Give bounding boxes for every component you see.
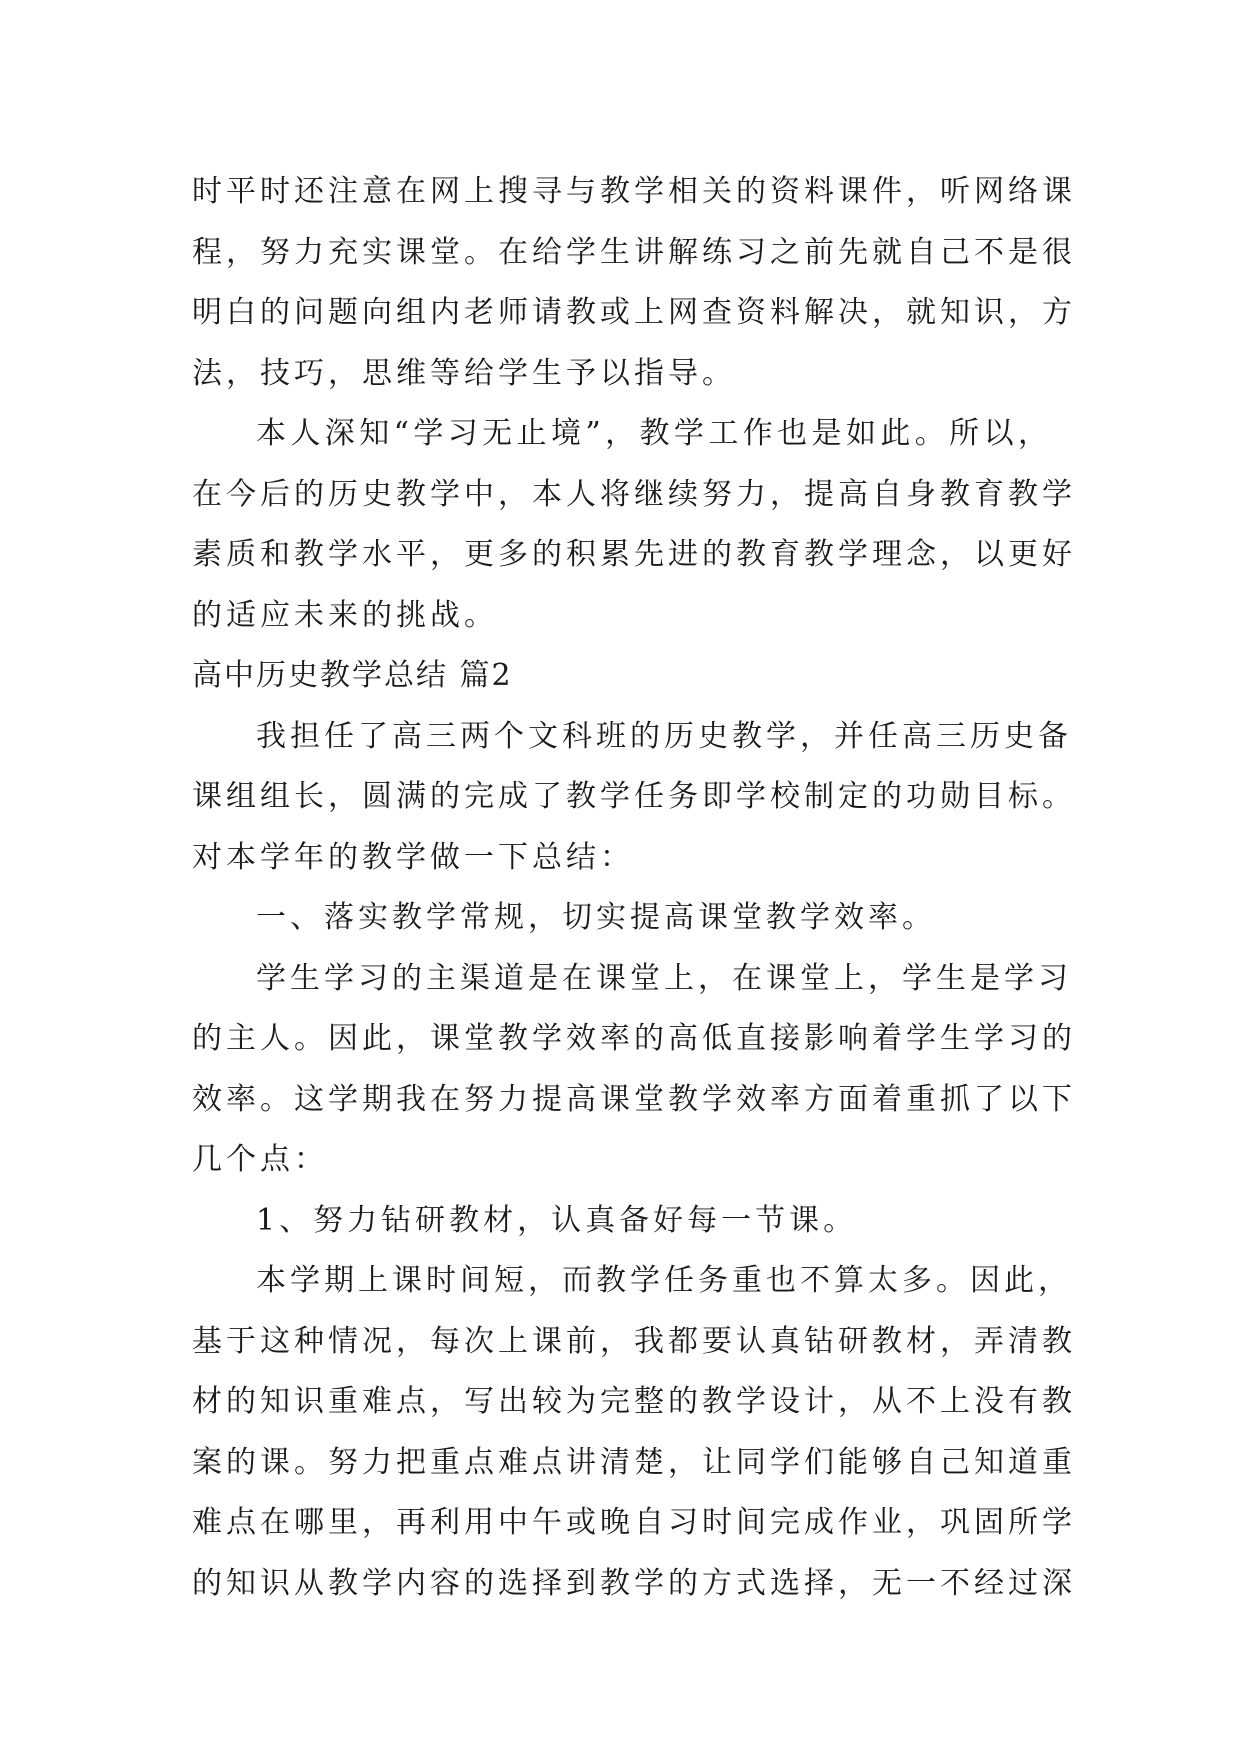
paragraph-line: 的知识从教学内容的选择到教学的方式选择，无一不经过深: [192, 1565, 1076, 1601]
subheading-line: 1、努力钻研教材，认真备好每一节课。: [256, 1202, 858, 1238]
paragraph-line: 在今后的历史教学中，本人将继续努力，提高自身教育教学: [192, 476, 1076, 512]
paragraph-line: 时平时还注意在网上搜寻与教学相关的资料课件，听网络课: [192, 174, 1076, 209]
paragraph-line: 的适应未来的挑战。: [192, 597, 498, 633]
paragraph-line: 效率。这学期我在努力提高课堂教学效率方面着重抓了以下: [192, 1081, 1076, 1117]
paragraph-line: 我担任了高三两个文科班的历史教学，并任高三历史备: [256, 718, 1072, 754]
paragraph-line: 学生学习的主渠道是在课堂上，在课堂上，学生是学习: [256, 960, 1072, 996]
paragraph-line: 本学期上课时间短，而教学任务重也不算太多。因此，: [256, 1263, 1072, 1298]
paragraph-line: 本人深知“学习无止境”，教学工作也是如此。所以，: [256, 416, 1052, 451]
section-heading: 高中历史教学总结 篇2: [192, 658, 513, 693]
paragraph-line: 素质和教学水平，更多的积累先进的教育教学理念，以更好: [192, 537, 1076, 572]
paragraph-line: 课组组长，圆满的完成了教学任务即学校制定的功勋目标。: [192, 779, 1076, 814]
paragraph-line: 难点在哪里，再利用中午或晚自习时间完成作业，巩固所学: [192, 1505, 1076, 1540]
paragraph-line: 案的课。努力把重点难点讲清楚，让同学们能够自己知道重: [192, 1444, 1076, 1480]
subheading-line: 一、落实教学常规，切实提高课堂教学效率。: [256, 900, 936, 935]
paragraph-line: 对本学年的教学做一下总结：: [192, 839, 634, 875]
paragraph-line: 材的知识重难点，写出较为完整的教学设计，从不上没有教: [192, 1384, 1076, 1419]
paragraph-line: 程，努力充实课堂。在给学生讲解练习之前先就自己不是很: [192, 234, 1076, 270]
paragraph-line: 明白的问题向组内老师请教或上网查资料解决，就知识，方: [192, 295, 1076, 330]
paragraph-line: 法，技巧，思维等给学生予以指导。: [192, 355, 736, 391]
document-page: [192, 162, 1076, 1614]
paragraph-line: 基于这种情况，每次上课前，我都要认真钻研教材，弄清教: [192, 1323, 1076, 1359]
paragraph-line: 几个点：: [192, 1142, 328, 1177]
paragraph-line: 的主人。因此，课堂教学效率的高低直接影响着学生学习的: [192, 1021, 1076, 1056]
